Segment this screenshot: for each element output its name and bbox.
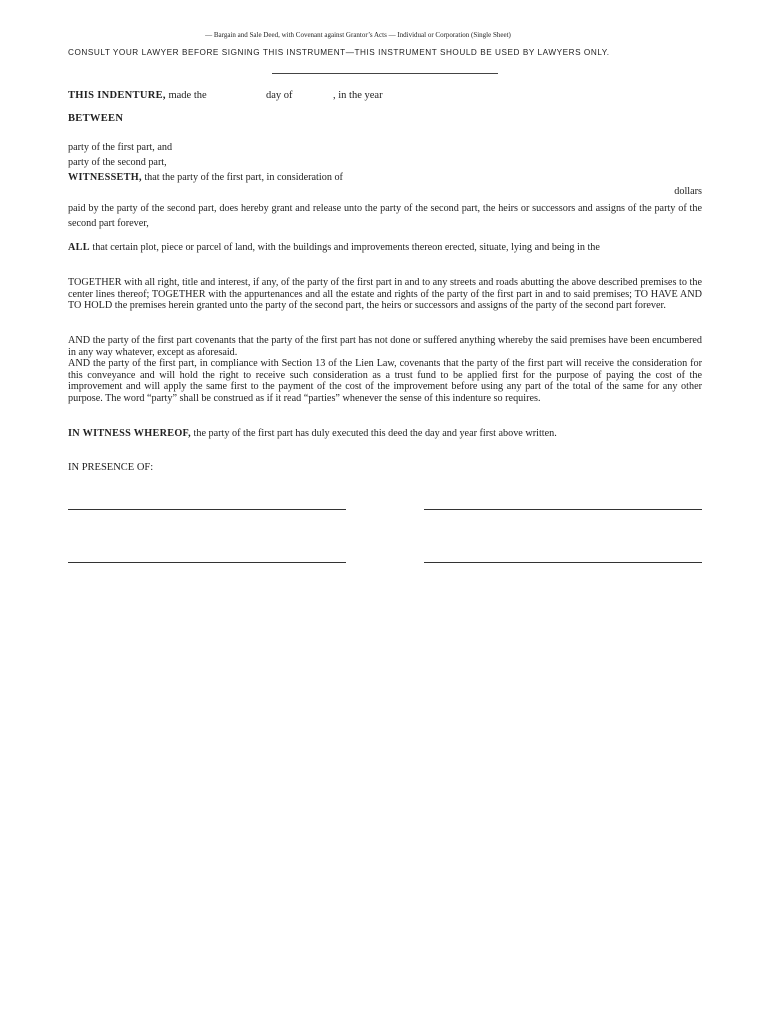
witness-lead: IN WITNESS WHEREOF,	[68, 428, 191, 439]
second-party-text: party of the second part,	[68, 157, 167, 168]
all-lead: ALL	[68, 242, 90, 253]
witnesseth-lead: WITNESSETH,	[68, 172, 142, 183]
grantor-signature-line-2[interactable]	[424, 562, 702, 563]
witness-signature-line-1[interactable]	[68, 509, 346, 510]
indenture-day-of: day of	[266, 90, 293, 101]
together-paragraph: TOGETHER with all right, title and interest, if any, of the party of the first part in and to any streets and roads abutting the above described premises to the center lines thereof; TOGETHER with the appurtenances and all the estate and rights of the party of the first part in and to said premises; TO HAVE AND TO HOLD the premises herein granted unto the party of the second part, the heirs or successors and assigns of the party of the second part forever.	[68, 277, 702, 312]
witness-line	[68, 428, 708, 439]
covenant-paragraph: AND the party of the first part covenants that the party of the first part has not done or suffered anything whereby the said premises have been encumbered in any way whatever, except as aforesaid.	[68, 335, 702, 358]
witness-signature-line-2[interactable]	[68, 562, 346, 563]
first-party-text: party of the first part, and	[68, 142, 173, 153]
indenture-made-the: made the	[168, 90, 207, 101]
form-title: — Bargain and Sale Deed, with Covenant against Grantor’s Acts — Individual or Corporation (Single Sheet)	[205, 31, 511, 39]
header-rule	[272, 73, 498, 74]
grant-paragraph: paid by the party of the second part, does hereby grant and release unto the party of the second part, the heirs or successors and assigns of the party of the second part forever,	[68, 203, 702, 229]
indenture-line	[68, 90, 708, 101]
between-heading: BETWEEN	[68, 113, 124, 124]
indenture-lead: THIS INDENTURE,	[68, 90, 166, 101]
lawyer-warning: CONSULT YOUR LAWYER BEFORE SIGNING THIS INSTRUMENT—THIS INSTRUMENT SHOULD BE USED BY LAWYERS ONLY.	[68, 48, 610, 57]
witness-text: the party of the first part has duly executed this deed the day and year first above written.	[193, 428, 557, 439]
presence-label: IN PRESENCE OF:	[68, 462, 154, 473]
all-text: that certain plot, piece or parcel of land, with the buildings and improvements thereon erected, situate, lying and being in the	[92, 242, 600, 253]
dollars-label: dollars	[674, 186, 702, 197]
witnesseth-text: that the party of the first part, in consideration of	[144, 172, 343, 183]
indenture-year: , in the year	[333, 90, 383, 101]
lien-law-paragraph: AND the party of the first part, in compliance with Section 13 of the Lien Law, covenants that the party of the first part will receive the consideration for this conveyance and will hold the right to receive such consideration as a trust fund to be applied first for the purpose of paying the cost of the improvement and will apply the same first to the payment of the cost of the improvement before using any part of the total of the same for any other purpose. The word “party” shall be construed as if it read “parties” whenever the sense of this indenture so requires.	[68, 358, 702, 404]
witnesseth-line	[68, 172, 343, 183]
grantor-signature-line-1[interactable]	[424, 509, 702, 510]
all-paragraph	[68, 242, 702, 254]
